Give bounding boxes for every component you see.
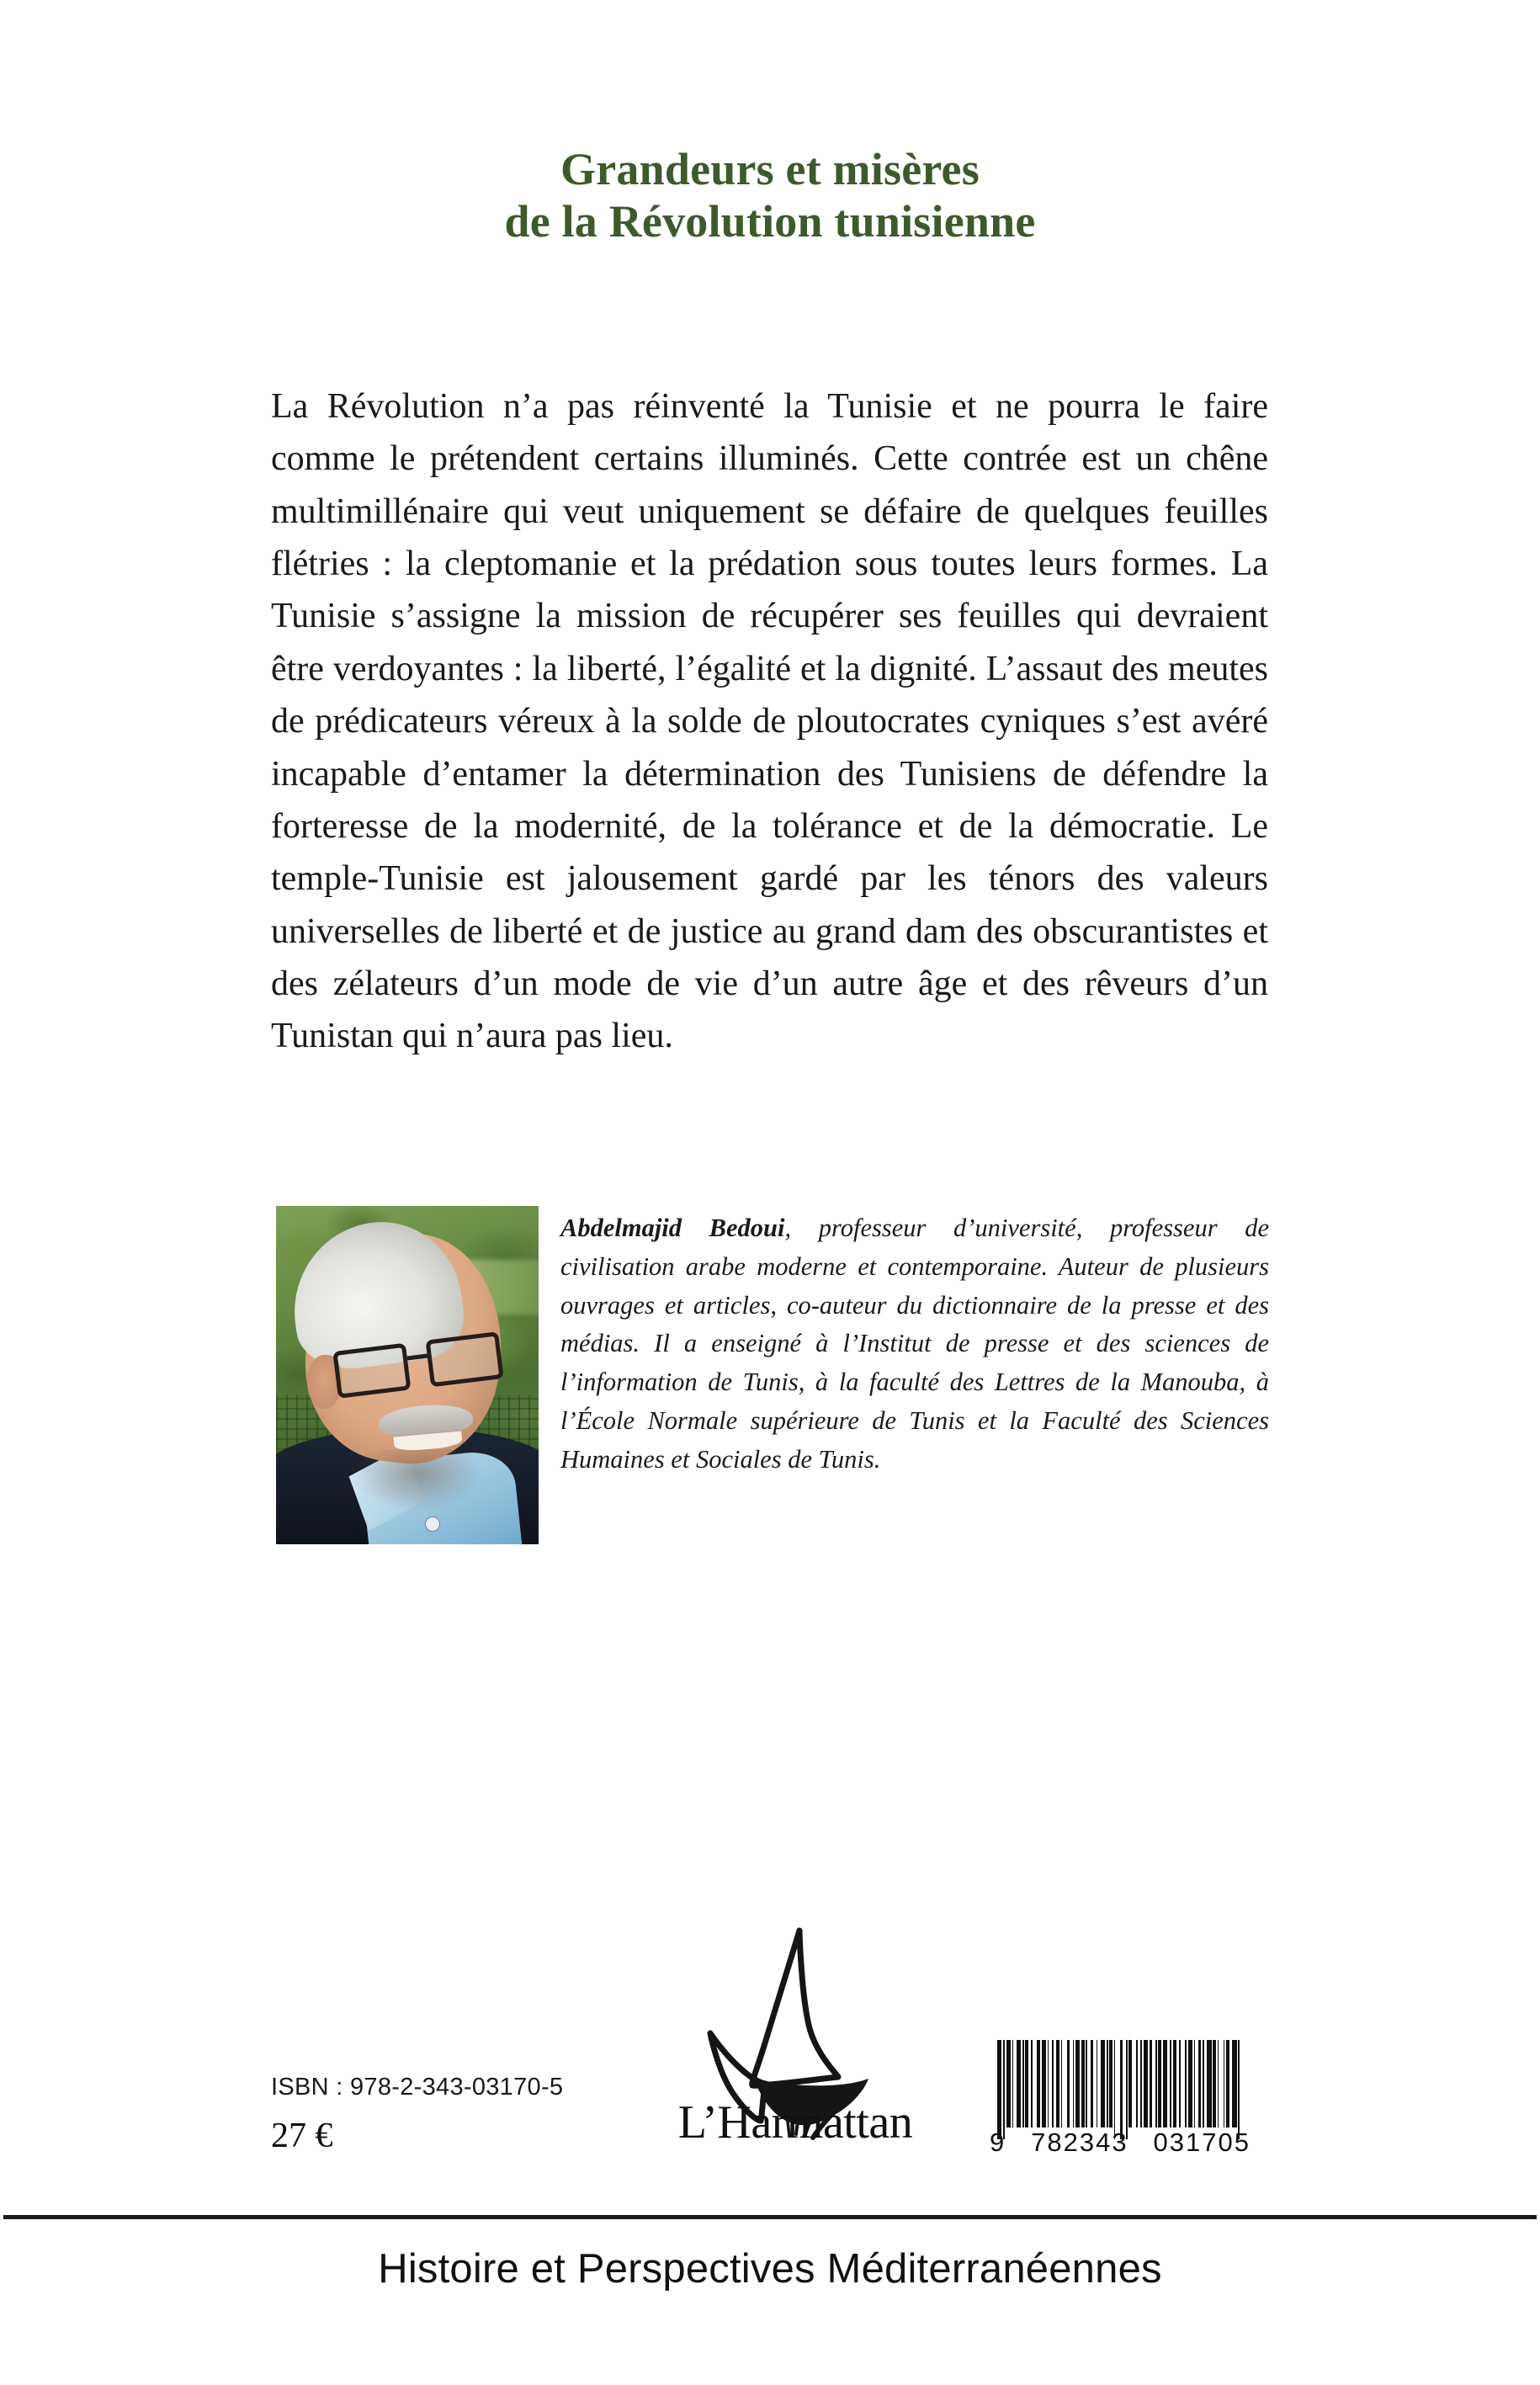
barcode-bar (1240, 2040, 1241, 2139)
photo-chin-shadow (355, 1449, 481, 1510)
barcode-bars (997, 2040, 1241, 2127)
barcode-group-left: 782343 (1031, 2127, 1128, 2157)
photo-glasses-bridge (406, 1353, 429, 1360)
price-text: 27 € (271, 2117, 333, 2155)
author-bio-text: , professeur d’université, professeur de civilisation arabe moderne et contemporaine. Auteur de plusieurs ouvrages et articles, co-auteur du dictionnaire de la presse et des médias. Il a enseigné à l’Institut de presse et des sciences de l’information de Tunis, à la faculté des Lettres de la Manouba, à l’École Normale supérieure de Tunis et la Faculté des Sciences Humaines et Sociales de Tunis. (560, 1214, 1270, 1474)
barcode-digit-prefix: 9 (990, 2127, 1006, 2157)
book-title-line-2: de la Révolution tunisienne (504, 196, 1036, 247)
photo-glasses-lens-left (332, 1343, 411, 1399)
author-name: Abdelmajid Bedoui (560, 1214, 785, 1242)
collection-name: Histoire et Perspectives Méditerranéennes (378, 2246, 1162, 2292)
barcode-group-right: 031705 (1153, 2127, 1251, 2157)
back-cover-blurb: La Révolution n’a pas réinventé la Tunisie et ne pourra le faire comme le prétendent certains illuminés. Cette contrée est un chêne multimillénaire qui veut uniquement se défaire de quelques feuilles flétries : la cleptomanie et la prédation sous toutes leurs formes. La Tunisie s’assigne la mission de récupérer ses feuilles qui devraient être verdoyantes : la liberté, l’égalité et la dignité. L’assaut des meutes de prédicateurs véreux à la solde de ploutocrates cyniques s’est avéré incapable d’entamer la détermination des Tunisiens de défendre la forteresse de la modernité, de la tolérance et de la démocratie. Le temple-Tunisie est jalousement gardé par les ténors des valeurs universelles de liberté et de justice au grand dam des obscurantistes et des zélateurs d’un mode de vie d’un autre âge et des rêveurs d’un Tunistan qui n’aura pas lieu. (271, 387, 1268, 1056)
barcode-digits (990, 2127, 1251, 2158)
author-block (276, 1206, 1269, 1553)
footer-divider (3, 2215, 1537, 2219)
publisher-name: L’Harmattan (677, 2096, 913, 2149)
isbn-text: ISBN : 978-2-343-03170-5 (271, 2074, 564, 2101)
photo-glasses-lens-right (425, 1331, 503, 1387)
book-title-line-1: Grandeurs et misères (560, 144, 980, 194)
book-title (0, 143, 1540, 247)
photo-shirt-button (426, 1517, 439, 1531)
author-portrait-photo (276, 1206, 539, 1544)
